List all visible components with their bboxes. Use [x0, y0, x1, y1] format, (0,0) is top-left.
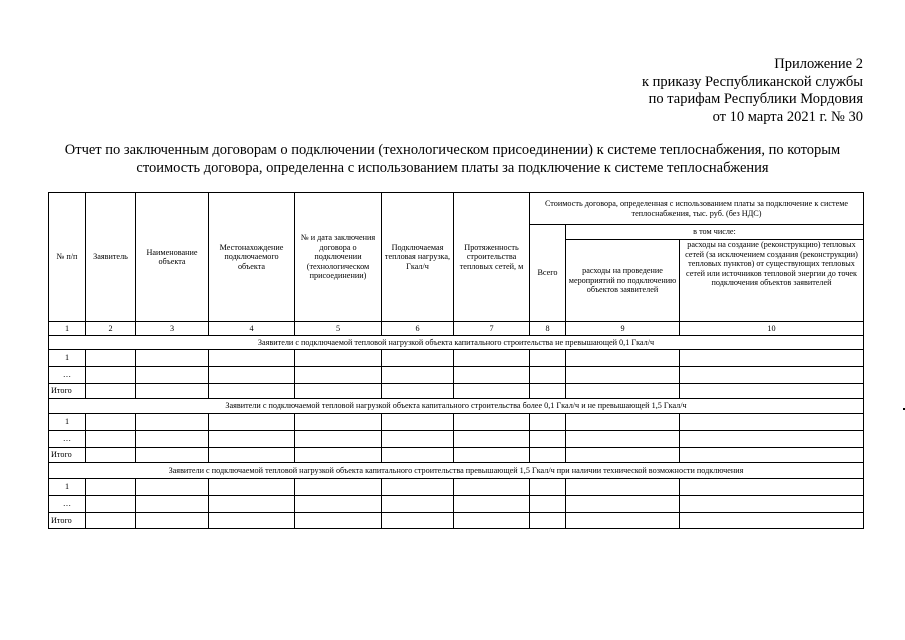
section-title: Заявители с подключаемой тепловой нагрузкой объекта капитального строительства не превышающей 0,1 Гкал/ч	[49, 336, 864, 350]
row-total-label: Итого	[49, 448, 86, 463]
column-number: 7	[454, 322, 530, 336]
header-applicant: Заявитель	[86, 193, 136, 322]
header-object-name: Наименование объекта	[136, 193, 209, 322]
header-including: в том числе:	[566, 225, 864, 240]
appendix-line-1: Приложение 2	[774, 56, 863, 72]
report-title	[40, 141, 865, 177]
column-number: 10	[680, 322, 864, 336]
table-row	[49, 414, 864, 431]
column-number: 6	[382, 322, 454, 336]
header-num: № п/п	[49, 193, 86, 322]
row-ellipsis: …	[49, 431, 86, 448]
header-measures: расходы на проведение мероприятий по подключению объектов заявителей	[566, 240, 680, 322]
table-row	[49, 350, 864, 367]
section-title-row	[49, 399, 864, 414]
column-number: 4	[209, 322, 295, 336]
appendix-header	[642, 56, 863, 126]
total-row	[49, 384, 864, 399]
report-table	[48, 192, 864, 529]
header-length: Протяженность строительства тепловых сетей, м	[454, 193, 530, 322]
header-location: Местонахождение подключаемого объекта	[209, 193, 295, 322]
total-row	[49, 513, 864, 529]
row-number: 1	[49, 414, 86, 431]
column-numbers-row	[49, 322, 864, 336]
row-ellipsis: …	[49, 367, 86, 384]
total-row	[49, 448, 864, 463]
column-number: 1	[49, 322, 86, 336]
section-title: Заявители с подключаемой тепловой нагрузкой объекта капитального строительства превышающей 1,5 Гкал/ч при наличии технической возможности подключения	[49, 463, 864, 479]
appendix-line-4: от 10 марта 2021 г. № 30	[712, 108, 863, 125]
table-row	[49, 431, 864, 448]
row-number: 1	[49, 479, 86, 496]
header-creation: расходы на создание (реконструкцию) тепловых сетей (за исключением создания (реконструкции) тепловых пунктов) от существующих тепловых сетей или источников тепловой энергии до точек подключения объектов заявителей	[680, 240, 864, 322]
header-total: Всего	[530, 225, 566, 322]
report-title-line-2: стоимость договора, определенна с использованием платы за подключение к системе теплоснабжения	[136, 160, 769, 176]
table-row	[49, 479, 864, 496]
report-title-line-1: Отчет по заключенным договорам о подключении (технологическом присоединении) к системе теплоснабжения, по которым	[64, 142, 841, 158]
table-row	[49, 367, 864, 384]
row-ellipsis: …	[49, 496, 86, 513]
section-title-row	[49, 463, 864, 479]
row-number: 1	[49, 350, 86, 367]
table-row	[49, 496, 864, 513]
row-total-label: Итого	[49, 513, 86, 529]
appendix-line-3: по тарифам Республики Мордовия	[648, 91, 863, 107]
header-contract: № и дата заключения договора о подключении (технологическом присоединении)	[295, 193, 382, 322]
column-number: 8	[530, 322, 566, 336]
column-number: 9	[566, 322, 680, 336]
section-title-row	[49, 336, 864, 350]
header-load: Подключаемая тепловая нагрузка, Гкал/ч	[382, 193, 454, 322]
header-cost-group: Стоимость договора, определенная с использованием платы за подключение к системе теплоснабжения, тыс. руб. (без НДС)	[530, 193, 864, 225]
header-row-1	[49, 193, 864, 225]
column-number: 3	[136, 322, 209, 336]
appendix-line-2: к приказу Республиканской службы	[641, 73, 863, 90]
section-title: Заявители с подключаемой тепловой нагрузкой объекта капитального строительства более 0,1 Гкал/ч и не превышающей 1,5 Гкал/ч	[49, 399, 864, 414]
column-number: 2	[86, 322, 136, 336]
row-total-label: Итого	[49, 384, 86, 399]
column-number: 5	[295, 322, 382, 336]
